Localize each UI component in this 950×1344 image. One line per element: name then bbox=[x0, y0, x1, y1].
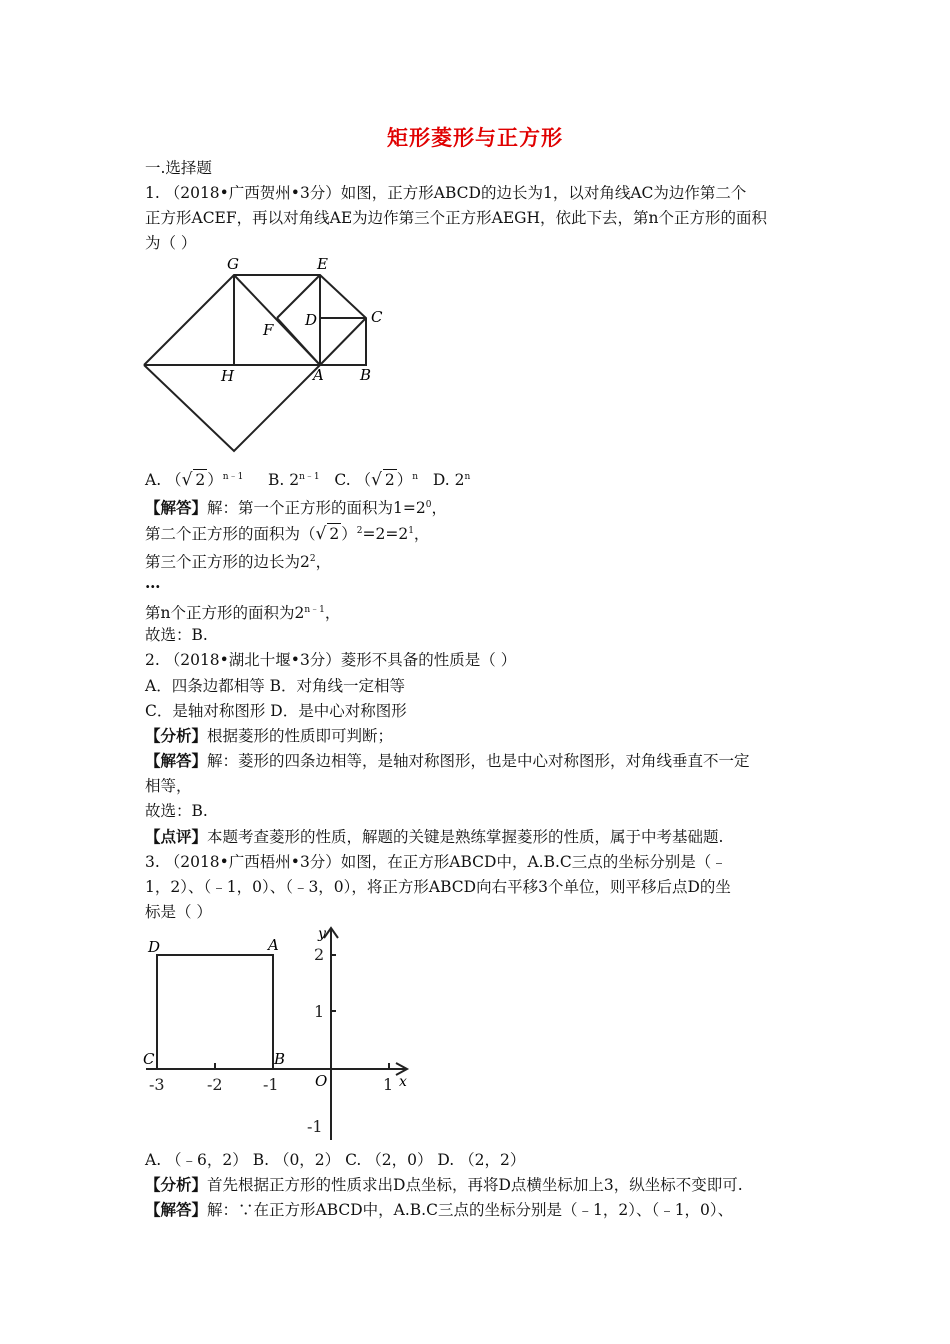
label-x: x bbox=[399, 1074, 407, 1090]
q1-answer-line1: 【解答】解：第一个正方形的面积为$1=2^0$， bbox=[145, 498, 447, 517]
tick-x-1: 1 bbox=[383, 1075, 394, 1094]
q1-answer-line3: 第三个正方形的边长为$2^2$， bbox=[145, 553, 332, 571]
q3-analysis: 【分析】首先根据正方形的性质求出D点坐标，再将D点横坐标加上3，纵坐标不变即可. bbox=[145, 1175, 743, 1194]
q1-choice: 故选：B. bbox=[145, 626, 208, 644]
tick-x-minus3: -3 bbox=[149, 1075, 165, 1094]
q1-options: A. （√ 2 ）$^{n﹣1}$ B. $2^{n﹣1}$ C. （√ 2 ）$^n$ D. 2$^n$ bbox=[145, 470, 471, 490]
label-C: C bbox=[143, 1050, 155, 1068]
label-C: C bbox=[371, 308, 383, 326]
tick-x-minus2: -2 bbox=[207, 1075, 223, 1094]
q2-options-ab: A．四条边都相等 B．对角线一定相等 bbox=[145, 677, 406, 695]
q3-stem-line1: 3. （2018•广西梧州•3分）如图，在正方形ABCD中，A.B.C三点的坐标分别是（﹣ bbox=[145, 853, 727, 871]
label-B: B bbox=[360, 366, 372, 384]
label-B: B bbox=[274, 1050, 286, 1068]
q2-comment: 【点评】本题考查菱形的性质，解题的关键是熟练掌握菱形的性质，属于中考基础题. bbox=[145, 827, 724, 846]
tick-y-minus1: -1 bbox=[307, 1117, 323, 1136]
label-E: E bbox=[317, 255, 328, 273]
label-H: H bbox=[221, 367, 235, 385]
label-G: G bbox=[227, 255, 239, 273]
tick-x-minus1: -1 bbox=[263, 1075, 279, 1094]
q2-options-cd: C．是轴对称图形 D．是中心对称图形 bbox=[145, 702, 407, 720]
q3-stem-line2: 1，2）、（﹣1，0）、（﹣3，0），将正方形ABCD向右平移3个单位，则平移后点D的坐 bbox=[145, 878, 731, 896]
q3-answer: 【解答】解：∵在正方形ABCD中，A.B.C三点的坐标分别是（﹣1，2）、（﹣1，0）、 bbox=[145, 1200, 734, 1219]
label-F: F bbox=[263, 321, 274, 339]
label-D: D bbox=[148, 938, 161, 956]
label-A: A bbox=[313, 366, 324, 384]
tick-y-1: 1 bbox=[314, 1002, 325, 1021]
q2-analysis: 【分析】根据菱形的性质即可判断； bbox=[145, 726, 394, 745]
q1-stem-line1: 1. （2018•广西贺州•3分）如图，正方形ABCD的边长为1，以对角线AC为边作第二个 bbox=[145, 184, 747, 202]
q3-stem-line3: 标是（ ） bbox=[145, 903, 212, 921]
q2-answer-line2: 相等， bbox=[145, 777, 192, 795]
tick-y-2: 2 bbox=[314, 945, 325, 964]
label-y: y bbox=[318, 926, 326, 942]
q1-stem-line2: 正方形ACEF，再以对角线AE为边作第三个正方形AEGH，依此下去，第n个正方形的面积 bbox=[145, 209, 768, 227]
q1-answer-line5: 第n个正方形的面积为$2^{n﹣1}$， bbox=[145, 604, 341, 622]
q3-options: A. （﹣6，2） B. （0，2） C. （2，0） D. （2，2） bbox=[145, 1151, 526, 1169]
q1-stem-line3: 为（ ） bbox=[145, 234, 197, 252]
q1-answer-line2: 第二个正方形的面积为（√ 2 ）$^2=2=2^1$， bbox=[145, 524, 430, 544]
q3-coordinate-figure bbox=[138, 922, 418, 1144]
label-D: D bbox=[305, 311, 318, 329]
q1-answer-ellipsis: … bbox=[145, 573, 161, 592]
page-title: 矩形菱形与正方形 bbox=[387, 125, 563, 150]
q2-stem: 2. （2018•湖北十堰•3分）菱形不具备的性质是（ ） bbox=[145, 651, 517, 669]
label-A: A bbox=[268, 936, 279, 954]
q1-square-figure bbox=[140, 253, 400, 458]
q2-answer-line1: 【解答】解：菱形的四条边相等，是轴对称图形，也是中心对称图形，对角线垂直不一定 bbox=[145, 751, 750, 770]
section-heading: 一.选择题 bbox=[145, 159, 212, 177]
q2-choice: 故选：B. bbox=[145, 802, 208, 820]
label-O: O bbox=[315, 1072, 328, 1090]
